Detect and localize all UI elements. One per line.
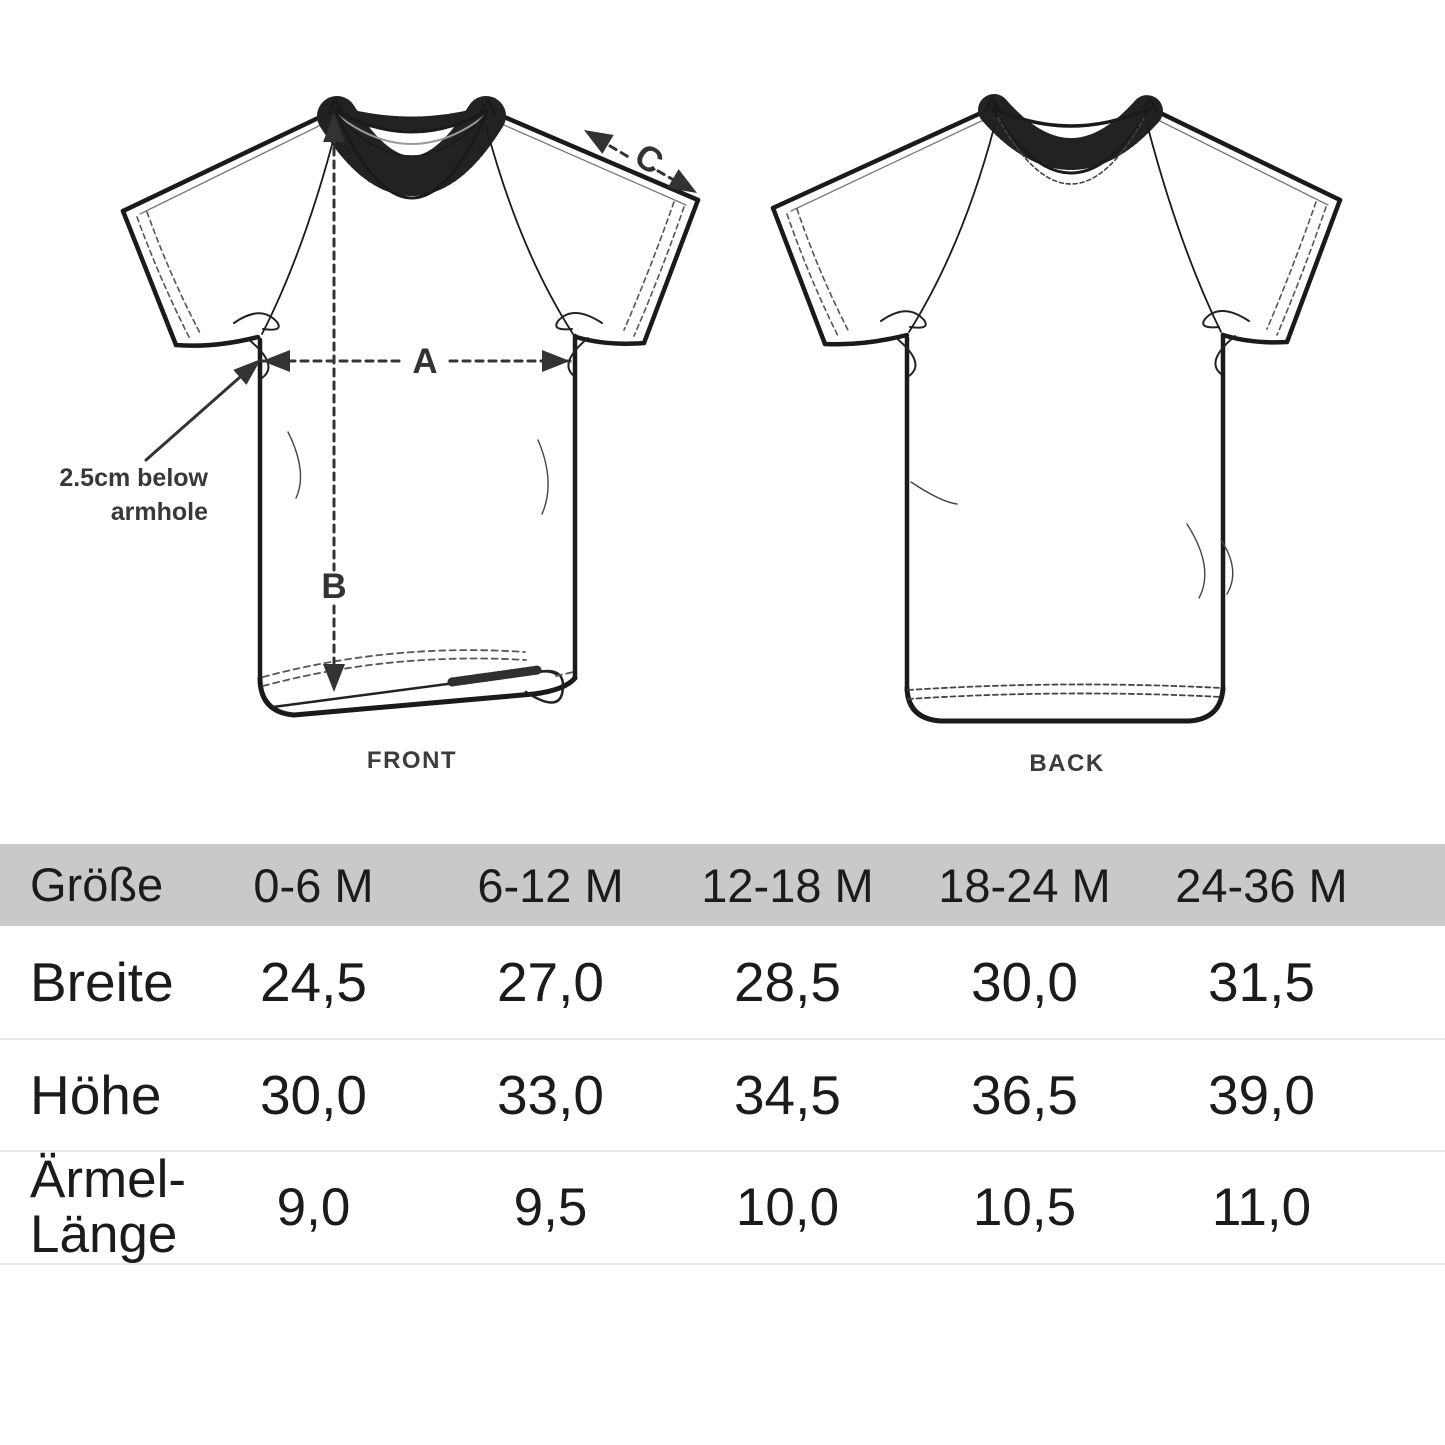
front-body bbox=[260, 126, 575, 678]
front-hem bbox=[260, 650, 575, 715]
row-label: Breite bbox=[30, 950, 174, 1013]
back-shirt-drawing bbox=[755, 78, 1355, 738]
arrowhead-left-icon bbox=[262, 350, 290, 372]
measure-a-label: A bbox=[412, 342, 438, 381]
header-0-6m: 0-6 M bbox=[253, 858, 374, 912]
cell-value: 30,0 bbox=[259, 1064, 368, 1126]
cell-value: 9,0 bbox=[276, 1178, 351, 1237]
back-body bbox=[907, 124, 1233, 690]
cell-value: 34,5 bbox=[733, 1064, 842, 1126]
header-6-12m: 6-12 M bbox=[477, 858, 624, 912]
arrowhead-right-icon bbox=[542, 350, 570, 372]
cell-value: 39,0 bbox=[1207, 1064, 1316, 1126]
measure-b bbox=[321, 114, 346, 692]
measure-b-label: B bbox=[321, 567, 347, 606]
back-caption: BACK bbox=[1029, 750, 1105, 777]
header-18-24m: 18-24 M bbox=[938, 858, 1111, 912]
armhole-note-line2: armhole bbox=[110, 498, 208, 526]
cell-value: 9,5 bbox=[513, 1178, 588, 1237]
armhole-arrow bbox=[146, 351, 268, 460]
table-row-aermel-laenge bbox=[0, 1152, 1445, 1265]
header-12-18m: 12-18 M bbox=[701, 858, 874, 912]
cell-value: 36,5 bbox=[970, 1064, 1079, 1126]
size-table bbox=[0, 844, 1445, 1265]
front-caption: FRONT bbox=[366, 747, 458, 774]
cell-value: 10,0 bbox=[735, 1178, 840, 1237]
measure-c bbox=[578, 121, 702, 203]
cell-value: 27,0 bbox=[496, 951, 605, 1013]
cell-value: 30,0 bbox=[970, 951, 1079, 1013]
back-collar bbox=[985, 98, 1157, 184]
size-table-header bbox=[0, 844, 1445, 926]
armhole-note-line1: 2.5cm below bbox=[59, 464, 208, 492]
front-shirt-drawing bbox=[110, 80, 710, 740]
table-row-breite bbox=[0, 926, 1445, 1040]
header-24-36m: 24-36 M bbox=[1175, 858, 1348, 912]
header-groesse: Größe bbox=[30, 858, 164, 912]
cell-value: 10,5 bbox=[972, 1178, 1077, 1237]
back-hem bbox=[907, 684, 1223, 721]
table-row-hoehe bbox=[0, 1040, 1445, 1152]
cell-value: 28,5 bbox=[733, 951, 842, 1013]
cell-value: 24,5 bbox=[259, 951, 368, 1013]
row-label: Ärmel- Länge bbox=[30, 1150, 187, 1264]
measure-a bbox=[262, 342, 570, 381]
armhole-note bbox=[50, 461, 208, 529]
measure-c-label: C bbox=[627, 135, 671, 183]
back-armpit-ties bbox=[881, 311, 1249, 376]
row-label: Höhe bbox=[30, 1063, 162, 1126]
front-collar bbox=[328, 100, 495, 198]
cell-value: 33,0 bbox=[496, 1064, 605, 1126]
arrowhead-down-icon bbox=[323, 664, 345, 692]
cell-value: 31,5 bbox=[1207, 951, 1316, 1013]
care-label-hatch bbox=[452, 670, 538, 682]
cell-value: 11,0 bbox=[1211, 1178, 1312, 1237]
